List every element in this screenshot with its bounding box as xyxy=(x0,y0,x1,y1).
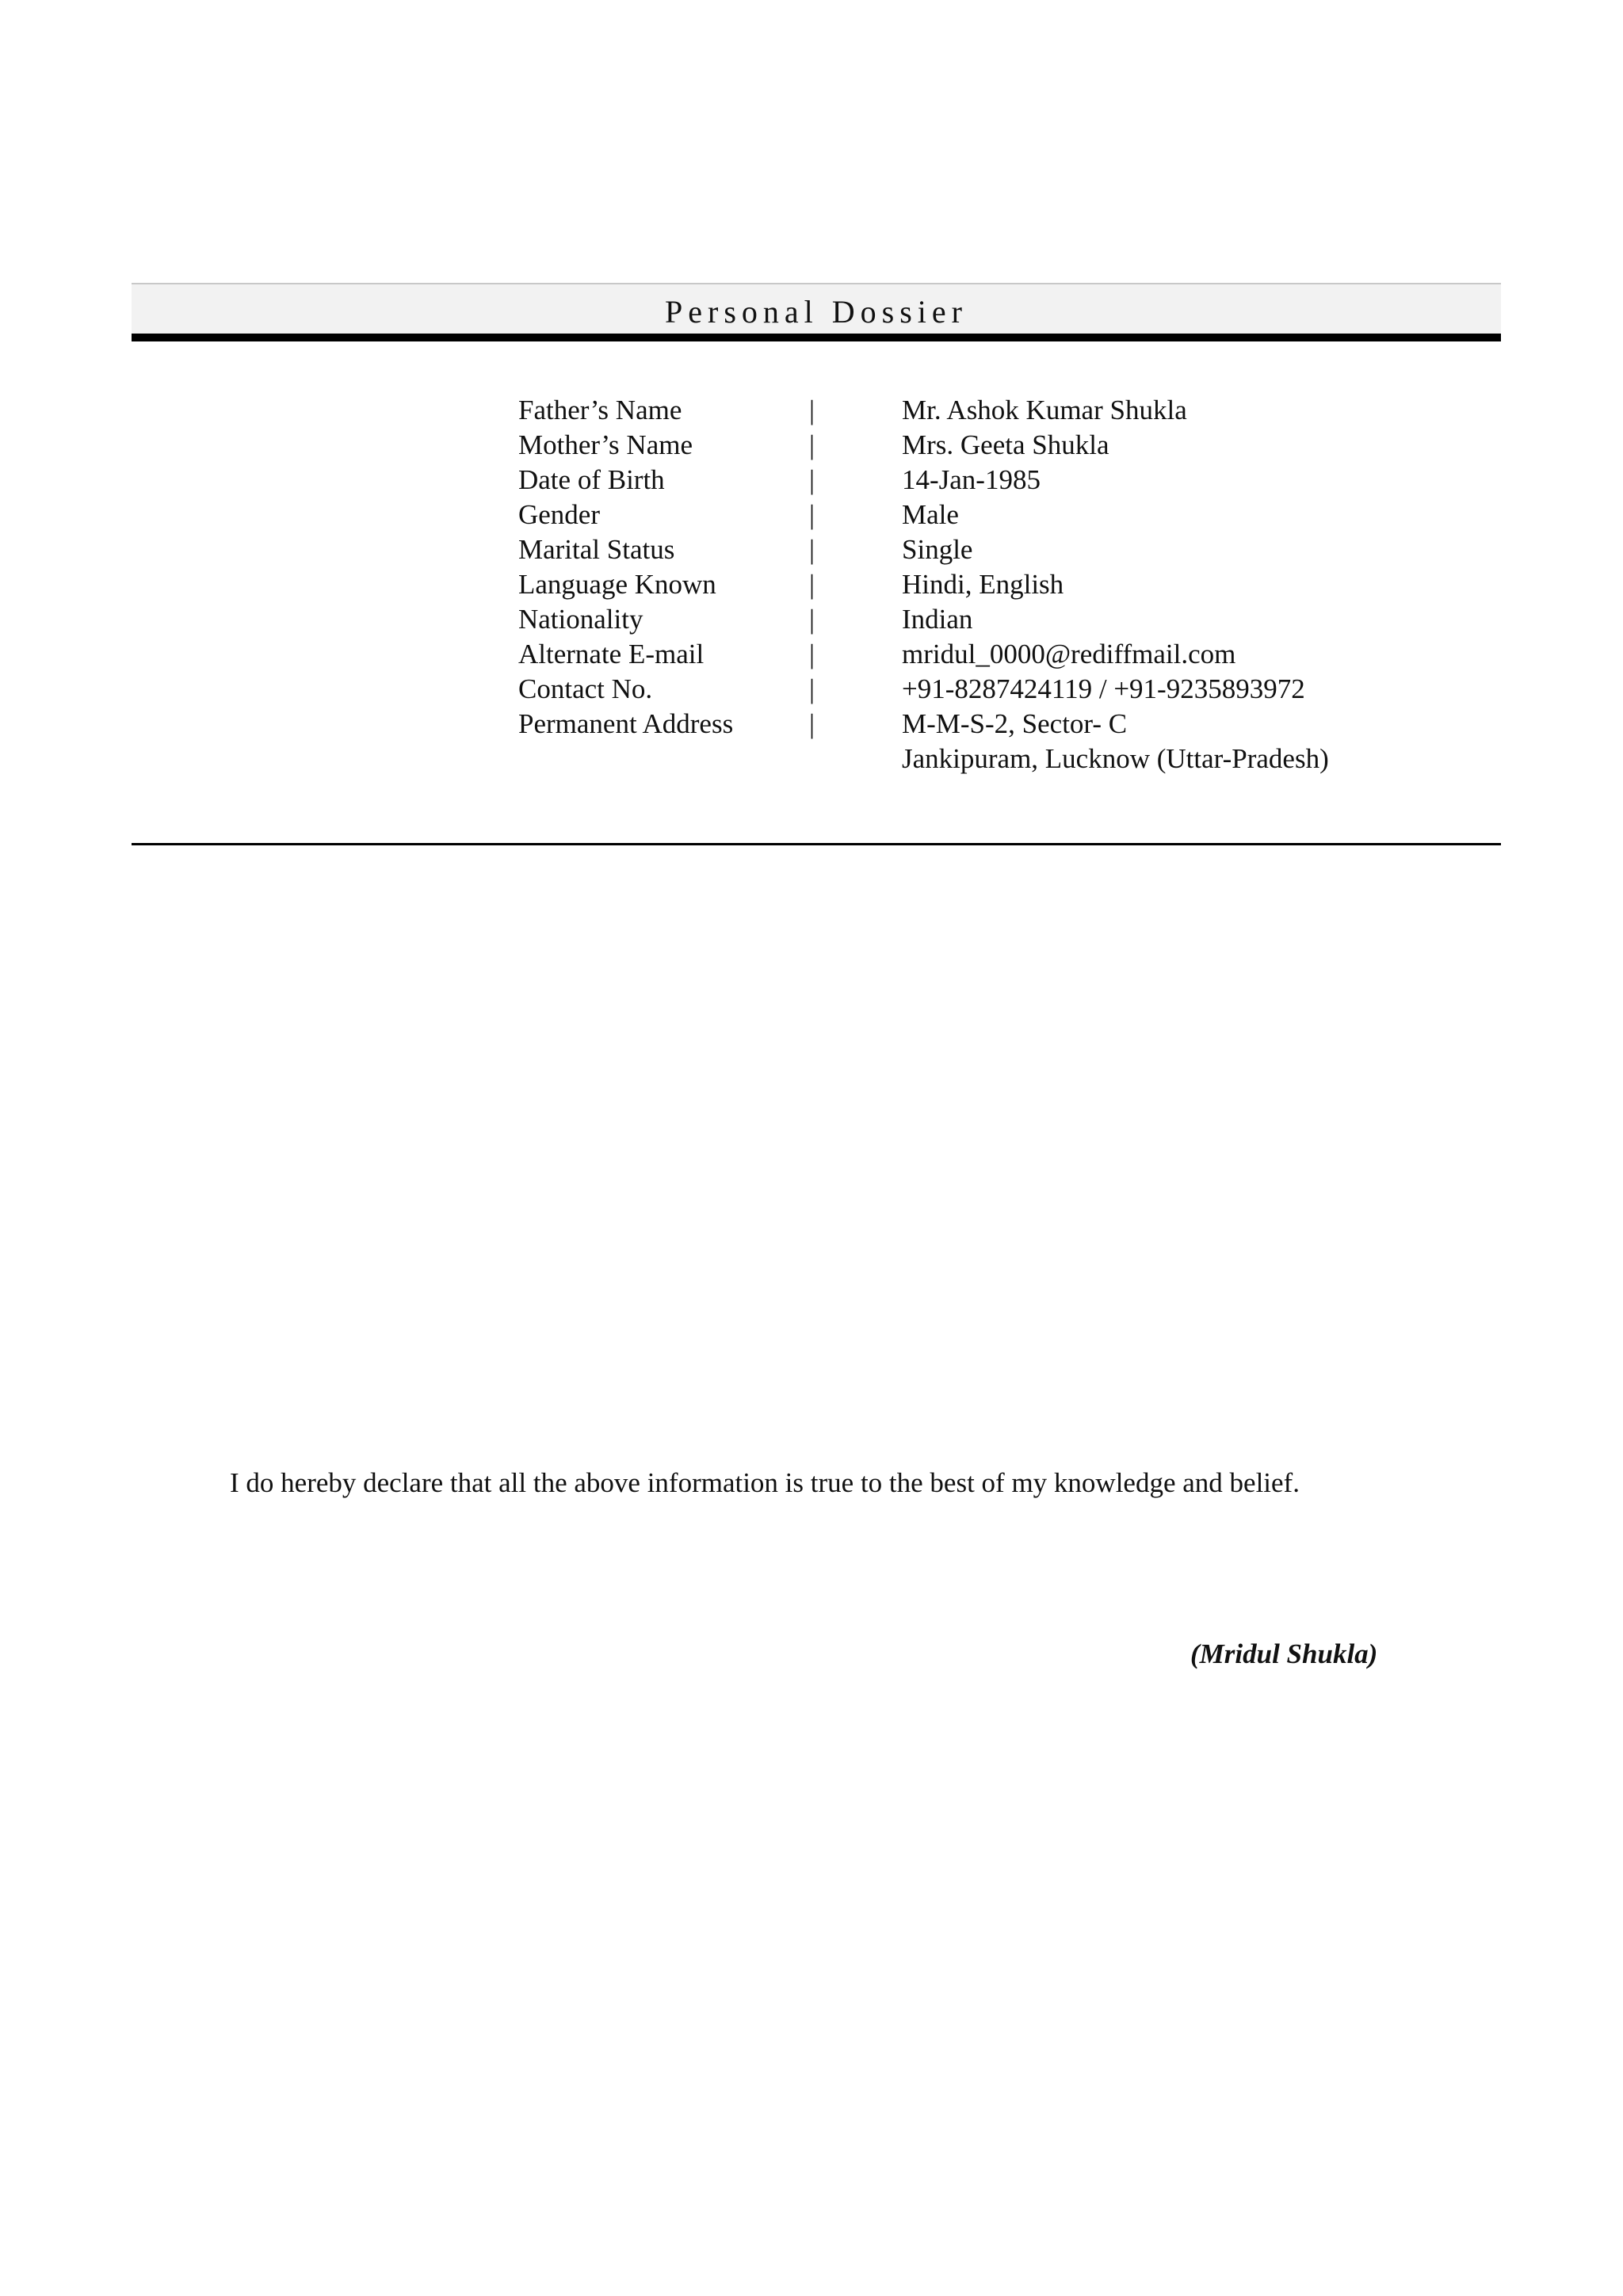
detail-value: 14-Jan-1985 xyxy=(902,464,1041,495)
detail-label: Permanent Address xyxy=(518,708,734,739)
detail-value: Hindi, English xyxy=(902,569,1064,600)
detail-separator: | xyxy=(809,499,815,530)
detail-row-alternate-email xyxy=(518,637,1469,672)
detail-label: Gender xyxy=(518,499,601,530)
detail-row-mothers-name xyxy=(518,428,1469,463)
detail-value: M-M-S-2, Sector- C xyxy=(902,708,1128,739)
detail-row-language-known xyxy=(518,567,1469,602)
detail-label: Nationality xyxy=(518,604,643,635)
header-rule xyxy=(132,334,1501,341)
section-divider xyxy=(132,843,1501,845)
detail-label: Marital Status xyxy=(518,534,675,565)
detail-separator: | xyxy=(809,604,815,635)
detail-row-date-of-birth xyxy=(518,463,1469,498)
detail-value: Mr. Ashok Kumar Shukla xyxy=(902,395,1187,425)
signature-name: (Mridul Shukla) xyxy=(1190,1638,1378,1669)
detail-row-contact-no xyxy=(518,672,1469,707)
detail-separator: | xyxy=(809,534,815,565)
detail-value: Mrs. Geeta Shukla xyxy=(902,429,1109,460)
personal-details-list xyxy=(518,393,1469,776)
detail-value: Indian xyxy=(902,604,973,635)
detail-label: Alternate E-mail xyxy=(518,639,705,669)
detail-label: Mother’s Name xyxy=(518,429,693,460)
detail-separator: | xyxy=(809,708,815,739)
detail-separator: | xyxy=(809,464,815,495)
detail-row-fathers-name xyxy=(518,393,1469,428)
declaration-text: I do hereby declare that all the above information is true to the best of my knowledge and belief. xyxy=(230,1467,1300,1498)
detail-label: Contact No. xyxy=(518,673,653,704)
section-header xyxy=(132,283,1501,335)
detail-separator: | xyxy=(809,569,815,600)
detail-row-marital-status xyxy=(518,532,1469,567)
section-title: Personal Dossier xyxy=(665,294,968,330)
detail-separator: | xyxy=(809,639,815,669)
detail-value: mridul_0000@rediffmail.com xyxy=(902,639,1236,669)
detail-row-nationality xyxy=(518,602,1469,637)
detail-separator: | xyxy=(809,395,815,425)
detail-value: Male xyxy=(902,499,959,530)
detail-label: Date of Birth xyxy=(518,464,665,495)
detail-row-gender xyxy=(518,498,1469,532)
detail-label: Father’s Name xyxy=(518,395,682,425)
detail-value: Single xyxy=(902,534,973,565)
detail-row-address-continued xyxy=(518,742,1469,776)
detail-value: Jankipuram, Lucknow (Uttar-Pradesh) xyxy=(902,743,1329,774)
detail-separator: | xyxy=(809,429,815,460)
detail-separator: | xyxy=(809,673,815,704)
detail-value: +91-8287424119 / +91-9235893972 xyxy=(902,673,1305,704)
detail-row-permanent-address xyxy=(518,707,1469,742)
detail-label: Language Known xyxy=(518,569,716,600)
